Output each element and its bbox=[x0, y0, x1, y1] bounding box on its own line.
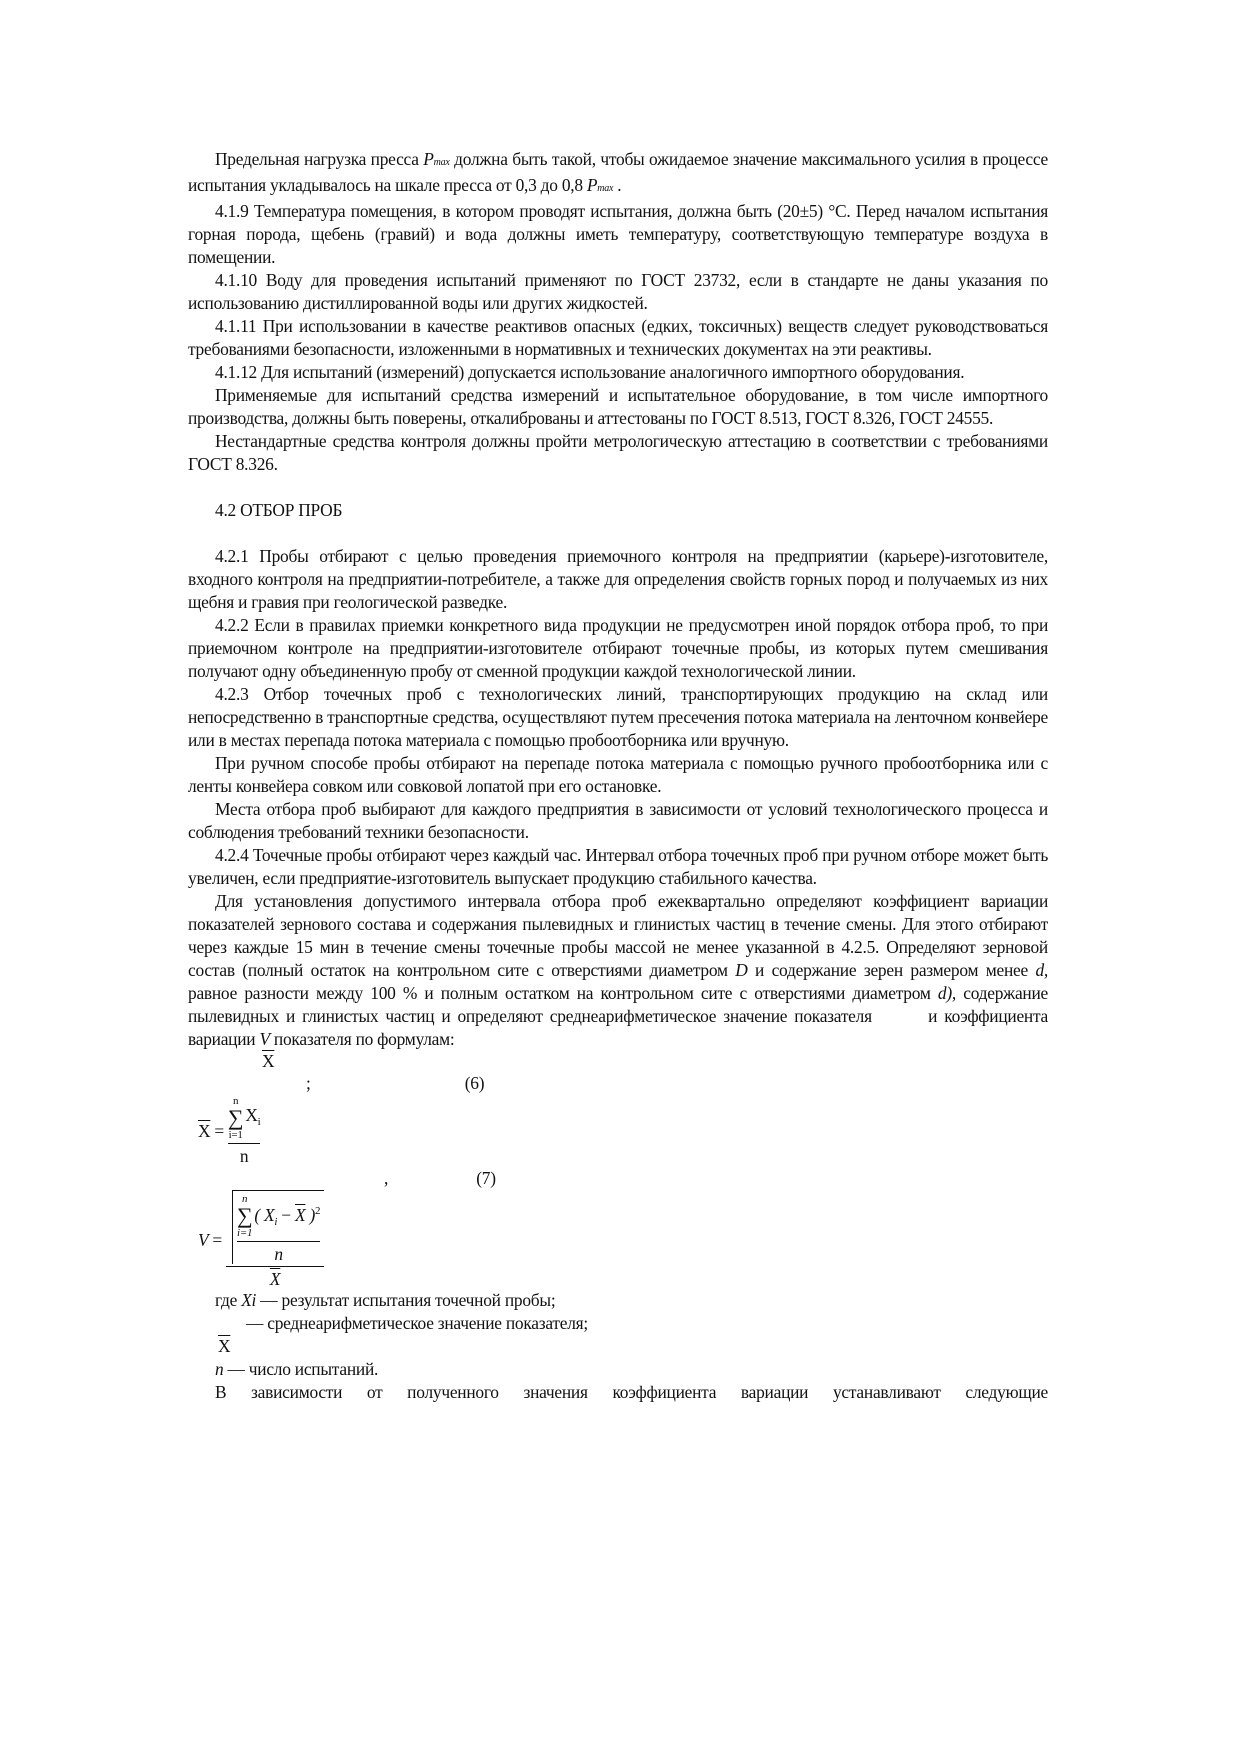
semicolon: ; bbox=[306, 1073, 311, 1093]
paragraph: Нестандартные средства контроля должны пройти метрологическую аттестацию в соответствии с требованиями ГОСТ 8.326. bbox=[188, 431, 1048, 474]
deviation-term bbox=[254, 1201, 320, 1232]
x-i-term bbox=[245, 1105, 260, 1132]
paragraph: Места отбора проб выбирают для каждого предприятия в зависимости от условий технологического процесса и соблюдения требований техники безопасности. bbox=[188, 799, 1048, 842]
sum-upper: n bbox=[232, 1095, 239, 1107]
legend-line bbox=[188, 1289, 1048, 1312]
text: . bbox=[613, 175, 622, 195]
formula-variation bbox=[188, 1190, 1048, 1289]
subscript-i: i bbox=[257, 1115, 261, 1128]
sum-upper: n bbox=[242, 1193, 248, 1205]
subscript: max bbox=[433, 157, 450, 168]
sum-lower: i=1 bbox=[237, 1227, 253, 1239]
inner-numerator bbox=[237, 1193, 320, 1239]
text: Предельная нагрузка пресса bbox=[215, 149, 424, 169]
equation-7-label-row bbox=[188, 1168, 1048, 1190]
exponent: 2 bbox=[314, 1204, 321, 1217]
minus: − bbox=[277, 1204, 295, 1225]
variable-p: P bbox=[423, 149, 434, 169]
fraction-bar bbox=[237, 1241, 320, 1242]
paragraph bbox=[188, 148, 1048, 200]
paragraph: 4.2.1 Пробы отбирают с целью проведения приемочного контроля на предприятии (карьере)-изготовителе, входного контроля на предприятии-потребителе, а также для определения свойств горных пород и получаемых из них щебня и гравия при геологической разведке. bbox=[188, 546, 1048, 612]
sum-sign: ∑ bbox=[227, 1105, 244, 1130]
legend-line bbox=[188, 1312, 1048, 1335]
x-bar-row bbox=[188, 1051, 1048, 1073]
equation-number-6: (6) bbox=[464, 1073, 485, 1093]
paragraph: 4.1.11 При использовании в качестве реактивов опасных (едких, токсичных) веществ следует руководствоваться требованиями безопасности, изложенными в нормативных и технических документах на эти реактивы. bbox=[188, 316, 1048, 359]
text: — число испытаний. bbox=[223, 1359, 379, 1379]
text: и содержание зерен размером менее bbox=[747, 960, 1036, 980]
paragraph: 4.2.2 Если в правилах приемки конкретного вида продукции не предусмотрен иной порядок отбора проб, то при приемочном контроле на предприятии-изготовителе отбирают точечные пробы, из которых путем смешивания получают одну объединенную пробу от сменной продукции каждой технологической линии. bbox=[188, 615, 1048, 681]
x-bar: $\overline{X}$ bbox=[198, 1120, 211, 1141]
paragraph: 4.1.12 Для испытаний (измерений) допускается использование аналогичного импортного оборудования. bbox=[215, 362, 965, 382]
variable: d, bbox=[1035, 960, 1048, 980]
variable: n bbox=[215, 1359, 224, 1379]
document-body bbox=[188, 148, 1048, 1404]
equals: = bbox=[212, 1229, 222, 1250]
variable-v: V bbox=[198, 1229, 209, 1250]
comma: , bbox=[384, 1168, 389, 1188]
text: где bbox=[215, 1290, 242, 1310]
variable: D bbox=[735, 960, 748, 980]
paragraph: Применяемые для испытаний средства измерений и испытательное оборудование, в том числе импортного производства, должны быть поверены, откалиброваны и аттестованы по ГОСТ 8.513, ГОСТ 8.326, ГОСТ 24555. bbox=[188, 385, 1048, 428]
paragraph: 4.2.4 Точечные пробы отбирают через каждый час. Интервал отбора точечных проб при ручном отборе может быть увеличен, если предприятие-изготовитель выпускает продукцию стабильного качества. bbox=[188, 845, 1048, 888]
text: Для установления допустимого интервала отбора проб ежеквартально определяют коэффициент вариации показателей зернового состава и содержания пылевидных и глинистых частиц в течение смены. Для этого отбирают через каждые 15 мин в течение смены точечные пробы массой не менее указанной в 4.2.5. Определяют зерновой состав (полный остаток на контрольном сите с отверстиями диаметром bbox=[188, 891, 1048, 980]
sum-sign: ∑ bbox=[236, 1203, 253, 1228]
text: показателя по формулам: bbox=[269, 1029, 455, 1049]
variable-p: P bbox=[586, 175, 598, 195]
variable: V bbox=[259, 1029, 270, 1049]
subscript-i: i bbox=[274, 1215, 278, 1228]
subscript: max bbox=[597, 183, 614, 194]
paragraph bbox=[188, 890, 1048, 1051]
equation-number-7: (7) bbox=[476, 1168, 496, 1188]
inner-denominator-n: n bbox=[274, 1244, 283, 1264]
text: ( X bbox=[254, 1204, 275, 1225]
formula-mean bbox=[188, 1095, 1048, 1166]
paragraph: 4.1.10 Воду для проведения испытаний применяют по ГОСТ 23732, если в стандарте не даны указания по использованию дистиллированной воды или других жидкостей. bbox=[188, 270, 1048, 313]
sum-operator bbox=[237, 1193, 252, 1239]
fraction-bar bbox=[228, 1143, 261, 1144]
paragraph: 4.1.9 Температура помещения, в котором проводят испытания, должна быть (20±5) °С. Перед началом испытания горная порода, щебень (гравий) и вода должны иметь температуру, соответствующую температуре воздуха в помещении. bbox=[188, 201, 1048, 267]
denominator-n: n bbox=[239, 1146, 249, 1166]
paragraph: 4.2.3 Отбор точечных проб с технологических линий, транспортирующих продукцию на склад или непосредственно в транспортные средства, осуществляют путем пресечения потока материала на ленточном конвейере или в местах перепада потока материала с помощью пробоотборника или вручную. bbox=[188, 684, 1048, 750]
variable: d), bbox=[937, 983, 956, 1003]
x-bar-inline: $\overline{X}$ bbox=[262, 1051, 275, 1071]
variable: Xi bbox=[241, 1290, 257, 1310]
inner-fraction bbox=[237, 1193, 320, 1264]
x-i: X bbox=[245, 1104, 258, 1125]
legend-line bbox=[188, 1358, 1048, 1381]
text: должна быть такой, чтобы ожидаемое значение максимального усилия в процессе испытания укладывалось на шкале пресса от 0,3 до 0,8 bbox=[188, 149, 1049, 195]
text: — результат испытания точечной пробы; bbox=[256, 1290, 556, 1310]
sum-operator bbox=[228, 1095, 243, 1141]
mean-numerator bbox=[228, 1095, 261, 1141]
square-root bbox=[232, 1190, 324, 1264]
paragraph: В зависимости от полученного значения коэффициента вариации устанавливают следующие bbox=[215, 1382, 1048, 1402]
text: и коэффициента вариации bbox=[188, 1006, 1049, 1049]
mean-fraction bbox=[228, 1095, 261, 1166]
legend-xbar bbox=[188, 1335, 1048, 1358]
paragraph: При ручном способе пробы отбирают на перепаде потока материала с помощью ручного пробоотборника или с ленты конвейера совком или совковой лопатой при его остановке. bbox=[188, 753, 1048, 796]
close-paren: ) bbox=[305, 1204, 315, 1225]
x-bar: $\overline{X}$ bbox=[294, 1204, 306, 1225]
equals: = bbox=[214, 1120, 224, 1141]
x-bar-denominator: $\overline{X}$ bbox=[269, 1269, 281, 1289]
equation-6-label-row bbox=[188, 1073, 1048, 1095]
x-bar: $\overline{X}$ bbox=[218, 1336, 231, 1356]
text: равное разности между 100 % и полным остатком на контрольном сите с отверстиями диаметром bbox=[188, 983, 938, 1003]
sum-lower: i=1 bbox=[228, 1129, 243, 1141]
variation-fraction bbox=[226, 1190, 324, 1289]
formula-block bbox=[188, 1051, 1048, 1289]
text: — среднеарифметическое значение показателя; bbox=[246, 1313, 588, 1333]
section-heading: 4.2 ОТБОР ПРОБ bbox=[215, 500, 343, 520]
text: содержание пылевидных и глинистых частиц и определяют среднеарифметическое значение показателя bbox=[188, 983, 1048, 1026]
fraction-bar bbox=[226, 1266, 324, 1267]
